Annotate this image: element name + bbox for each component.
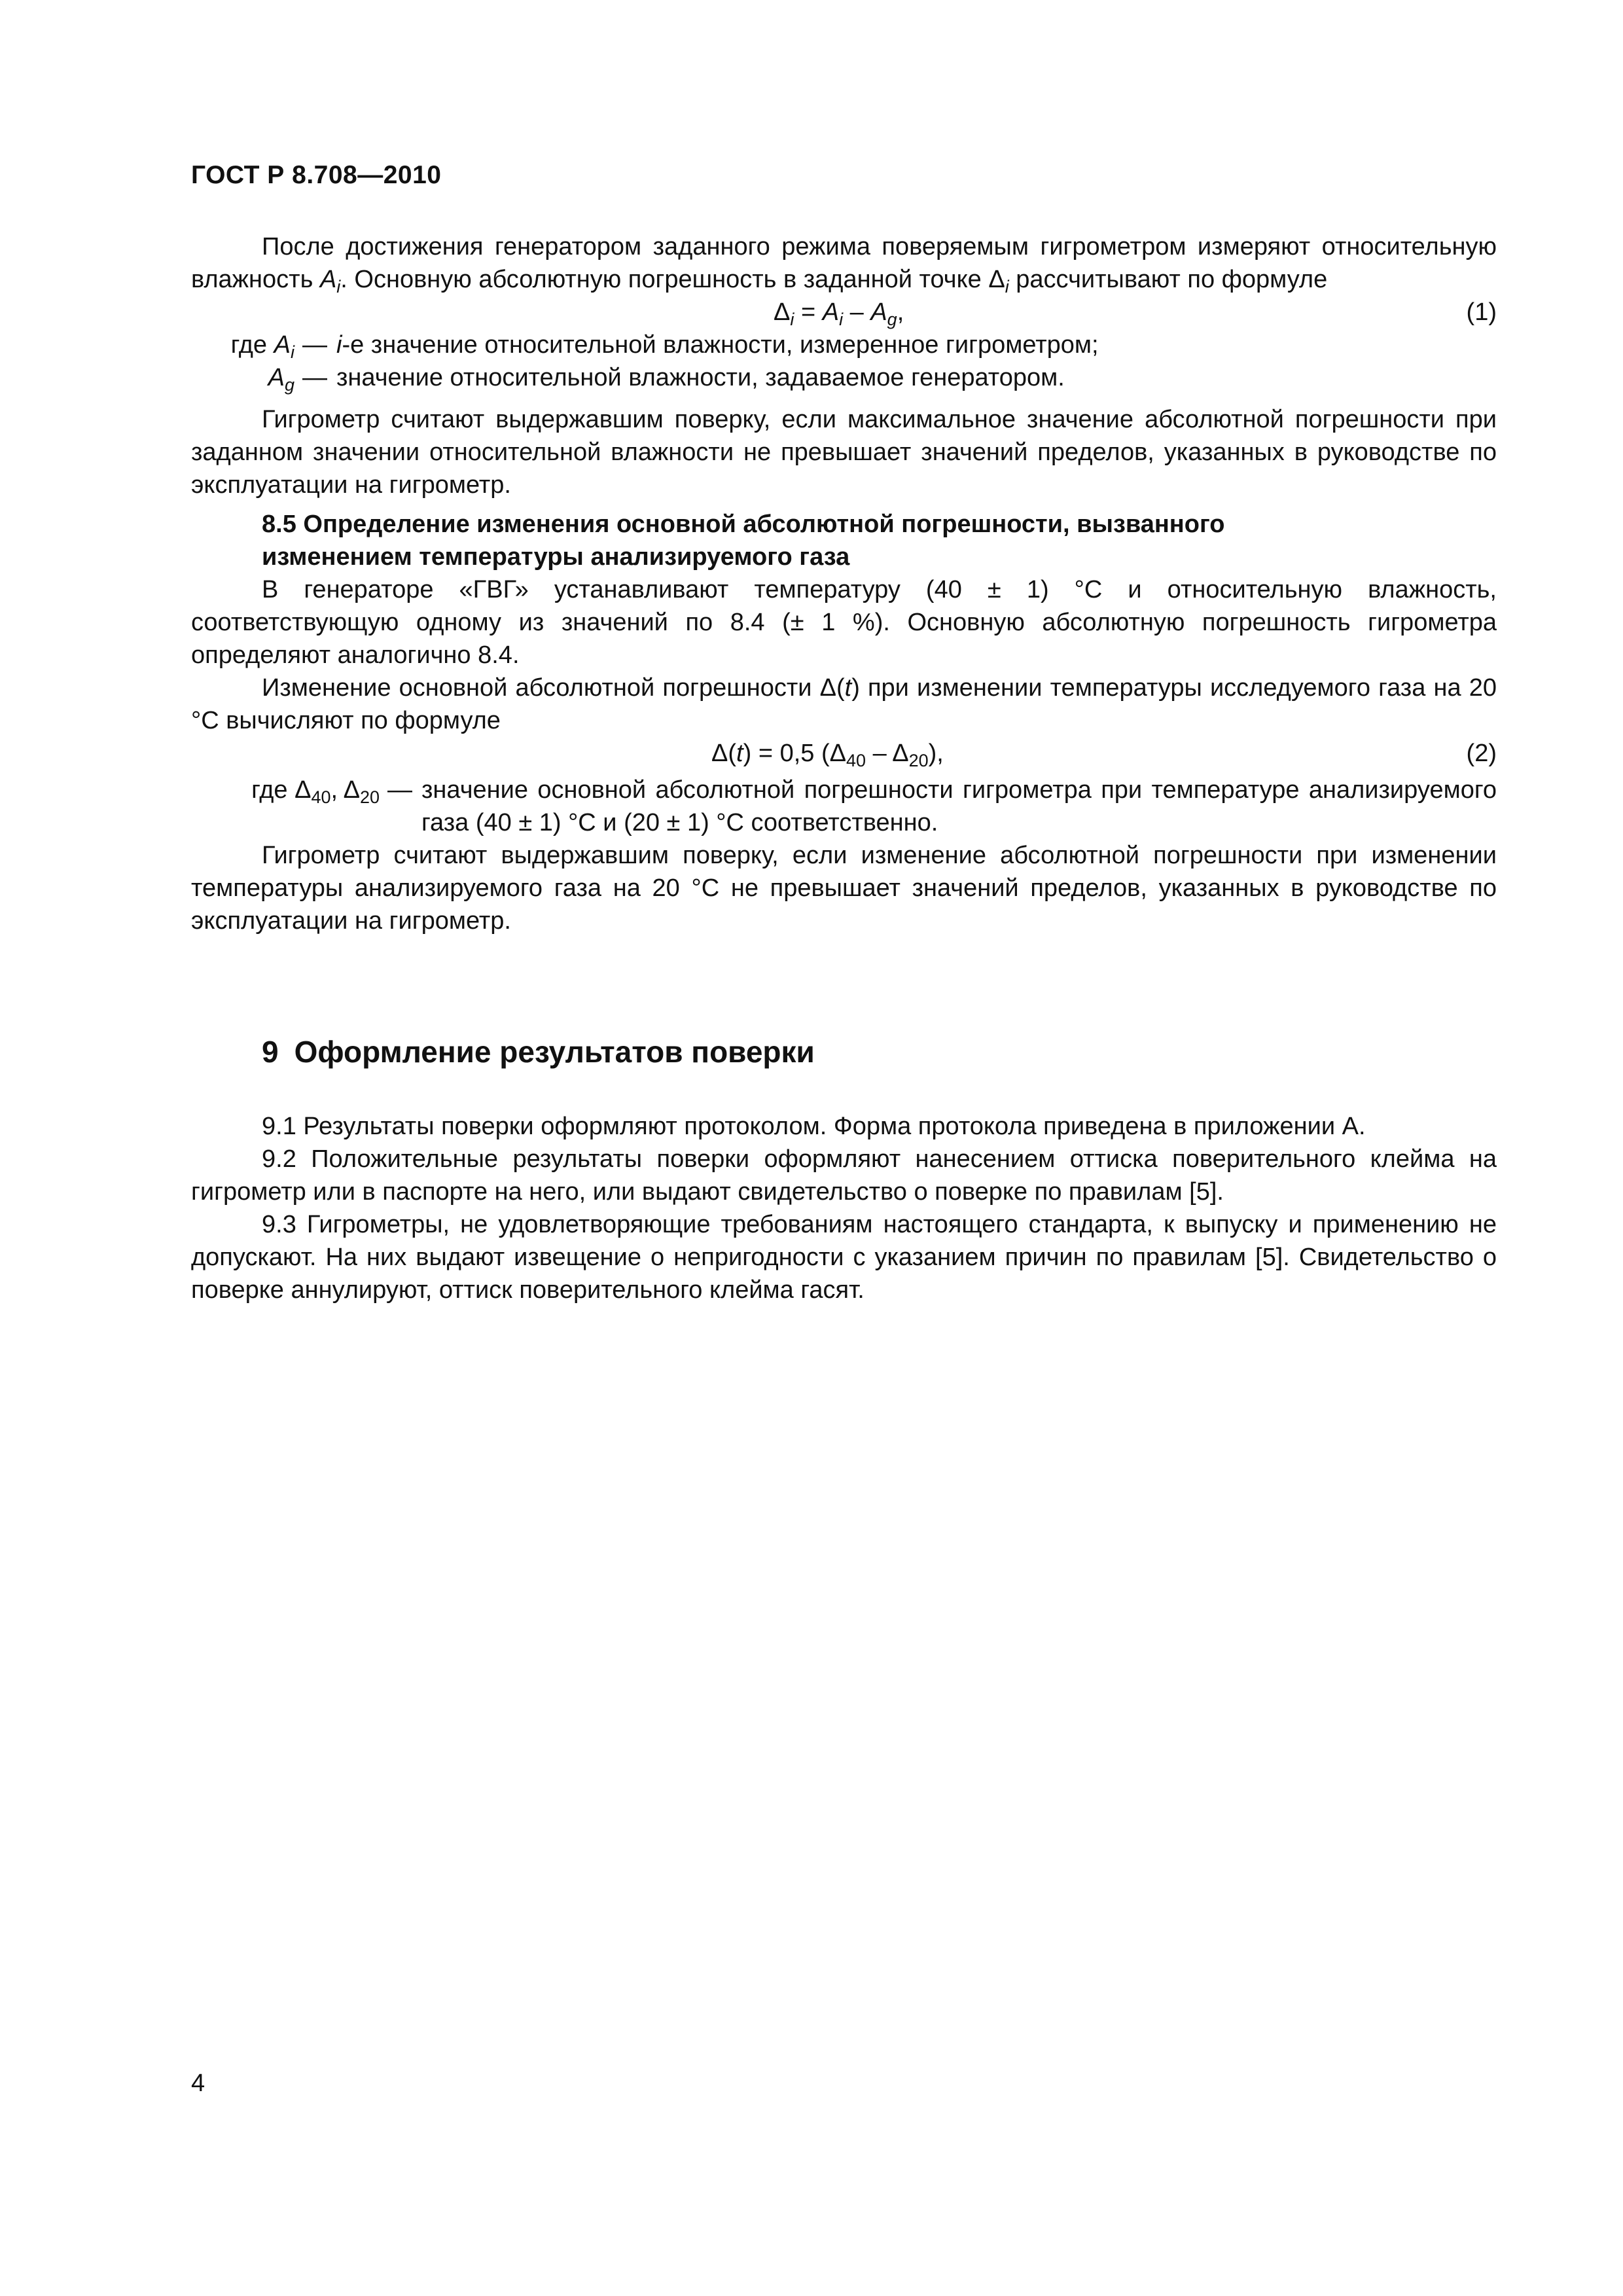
section-9-heading: 9 Оформление результатов поверки — [262, 1035, 815, 1069]
paragraph-pass-criteria-1: Гигрометр считают выдержавшим поверку, если максимальное значение абсолютной погрешности при заданном значении относительной влажности не превышает значений пределов, указанных в руководстве по эксплуатации на гигрометр. — [191, 406, 1497, 499]
formula-1 — [191, 296, 1497, 329]
document-header: ГОСТ Р 8.708—2010 — [191, 161, 442, 189]
section-8-body — [191, 230, 1497, 937]
section-9-body — [191, 1110, 1497, 1306]
formula-2-expression: Δ(t) = 0,5 $(\Delta_{40} - \Delta_{20})$, — [711, 740, 944, 770]
formula-2-number: (2) — [1466, 740, 1497, 767]
where-item-delta: где $\Delta_{40}$, $\Delta_{20}$ — значение основной абсолютной погрешности гигрометра при температуре анализируемого газа (40 ± 1) °С и (20 ± 1) °С соответственно. — [251, 776, 1497, 836]
formula-2 — [191, 737, 1497, 770]
paragraph-intro: После достижения генератором заданного режима поверяемым гигрометром измеряют относительную влажность $A_i$. Основную абсолютную погрешность в заданной точке $\Delta_i$ рассчитывают по формуле — [191, 233, 1497, 296]
where-item-ag: $A_g$ — значение относительной влажности, задаваемое генератором. — [268, 364, 1065, 395]
formula-1-number: (1) — [1466, 298, 1497, 326]
paragraph-8-5-change: Изменение основной абсолютной погрешности Δ(t) при изменении температуры исследуемого газа на 20 °С вычисляют по формуле — [191, 674, 1497, 734]
paragraph-pass-criteria-2: Гигрометр считают выдержавшим поверку, если изменение абсолютной погрешности при изменении температуры анализируемого газа на 20 °С не превышает значений пределов, указанных в руководстве по эксплуатации на гигрометр. — [191, 842, 1497, 935]
paragraph-9-3: 9.3 Гигрометры, не удовлетворяющие требованиям настоящего стандарта, к выпуску и применению не допускают. На них выдают извещение о непригодности с указанием причин по правилам [5]. Свидетельство о поверке аннулируют, оттиск поверительного клейма гасят. — [191, 1211, 1497, 1304]
paragraph-8-5-setup: В генераторе «ГВГ» устанавливают температуру (40 ± 1) °С и относительную влажность, соответствующую одному из значений по 8.4 (± 1 %). Основную абсолютную погрешность гигрометра определяют аналогично 8.4. — [191, 576, 1497, 669]
section-8-5-title: 8.5 Определение изменения основной абсолютной погрешности, вызванного изменением температуры анализируемого газа — [262, 511, 1225, 571]
paragraph-9-2: 9.2 Положительные результаты поверки оформляют нанесением оттиска поверительного клейма на гигрометр или в паспорте на него, или выдают свидетельство о поверке по правилам [5]. — [191, 1145, 1497, 1206]
formula-1-expression: $\Delta_i = A_i - A_g$, — [774, 298, 904, 329]
where-item-ai: где $A_i$ — i-е значение относительной влажности, измеренное гигрометром; — [230, 331, 1099, 362]
paragraph-9-1: 9.1 Результаты поверки оформляют протоколом. Форма протокола приведена в приложении А. — [262, 1113, 1366, 1140]
page-number: 4 — [191, 2070, 205, 2097]
